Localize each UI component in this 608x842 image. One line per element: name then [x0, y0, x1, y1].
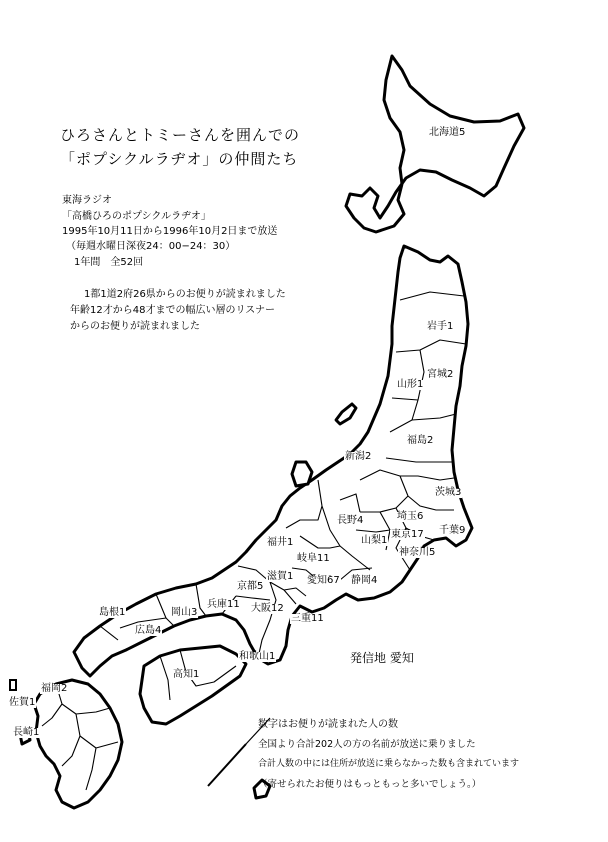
pref-label-yamagata: 山形1: [397, 379, 424, 390]
summary-line-2: 年齢12才から48才までの幅広い層のリスナー: [70, 305, 276, 316]
pref-label-fukuoka: 福岡2: [41, 683, 68, 694]
pref-label-hokkaido: 北海道5: [429, 127, 466, 138]
pref-label-chiba: 千葉9: [439, 525, 466, 536]
broadcast-period: 1995年10月11日から1996年10月2日まで放送: [62, 226, 278, 237]
summary-line-3: からのお便りが読まれました: [70, 321, 200, 332]
pref-label-wakayama: 和歌山1: [239, 651, 276, 662]
pref-label-kochi: 高知1: [173, 669, 200, 680]
pref-label-tokyo: 東京17: [391, 529, 424, 540]
pref-label-mie: 三重11: [291, 613, 324, 624]
pref-label-nagano: 長野4: [337, 515, 364, 526]
ryukyu-line: [208, 744, 246, 786]
summary-line-1: 1都1道2府26県からのお便りが読まれました: [84, 289, 286, 300]
pref-label-iwate: 岩手1: [427, 321, 454, 332]
pref-label-saga: 佐賀1: [9, 697, 36, 708]
pref-label-fukui: 福井1: [267, 537, 294, 548]
heading-line-2: 「ポプシクルラヂオ」の仲間たち: [60, 150, 299, 168]
pref-label-kyoto: 京都5: [237, 581, 264, 592]
pref-label-shimane: 島根1: [99, 607, 126, 618]
pref-label-miyagi: 宮城2: [427, 369, 454, 380]
pref-label-shizuoka: 静岡4: [351, 575, 378, 586]
pref-label-saitama: 埼玉6: [397, 511, 424, 522]
pref-label-okayama: 岡山3: [171, 607, 198, 618]
pref-label-nagasaki: 長崎1: [13, 727, 40, 738]
footer-line-4: （寄せられたお便りはもっともっと多いでしょう。）: [258, 779, 482, 790]
pref-label-gifu: 岐阜11: [297, 553, 330, 564]
pref-label-osaka: 大阪12: [251, 603, 284, 614]
pref-label-hiroshima: 広島4: [135, 625, 162, 636]
tsushima-outline: [10, 680, 16, 690]
broadcast-schedule: （毎週水曜日深夜24：00−24：30）: [66, 241, 236, 252]
pref-label-ibaraki: 茨城3: [435, 487, 462, 498]
pref-label-kanagawa: 神奈川5: [399, 547, 436, 558]
shikoku-outline: [140, 646, 246, 724]
origin-label: 発信地 愛知: [350, 651, 414, 665]
station-name: 東海ラジオ: [62, 195, 112, 206]
heading-line-1: ひろさんとトミーさんを囲んでの: [60, 126, 301, 144]
hokkaido-outline: [346, 56, 524, 232]
footer-line-2: 全国より合計202人の方の名前が放送に乗りました: [258, 739, 476, 750]
episode-count: 1年間 全52回: [74, 257, 144, 268]
pref-label-yamanashi: 山梨1: [361, 535, 388, 546]
program-name: 「高橋ひろのポプシクルラヂオ」: [62, 211, 211, 222]
pref-label-fukushima: 福島2: [407, 435, 434, 446]
pref-label-hyogo: 兵庫11: [207, 599, 240, 610]
footer-line-1: 数字はお便りが読まれた人の数: [258, 719, 398, 730]
pref-label-niigata: 新潟2: [345, 451, 372, 462]
noto-outline: [292, 462, 312, 486]
pref-label-aichi: 愛知67: [307, 575, 340, 586]
pref-label-shiga: 滋賀1: [267, 571, 294, 582]
footer-line-3: 合計人数の中には住所が放送に乗らなかった数も含まれています: [258, 759, 520, 769]
sado-outline: [336, 404, 356, 424]
